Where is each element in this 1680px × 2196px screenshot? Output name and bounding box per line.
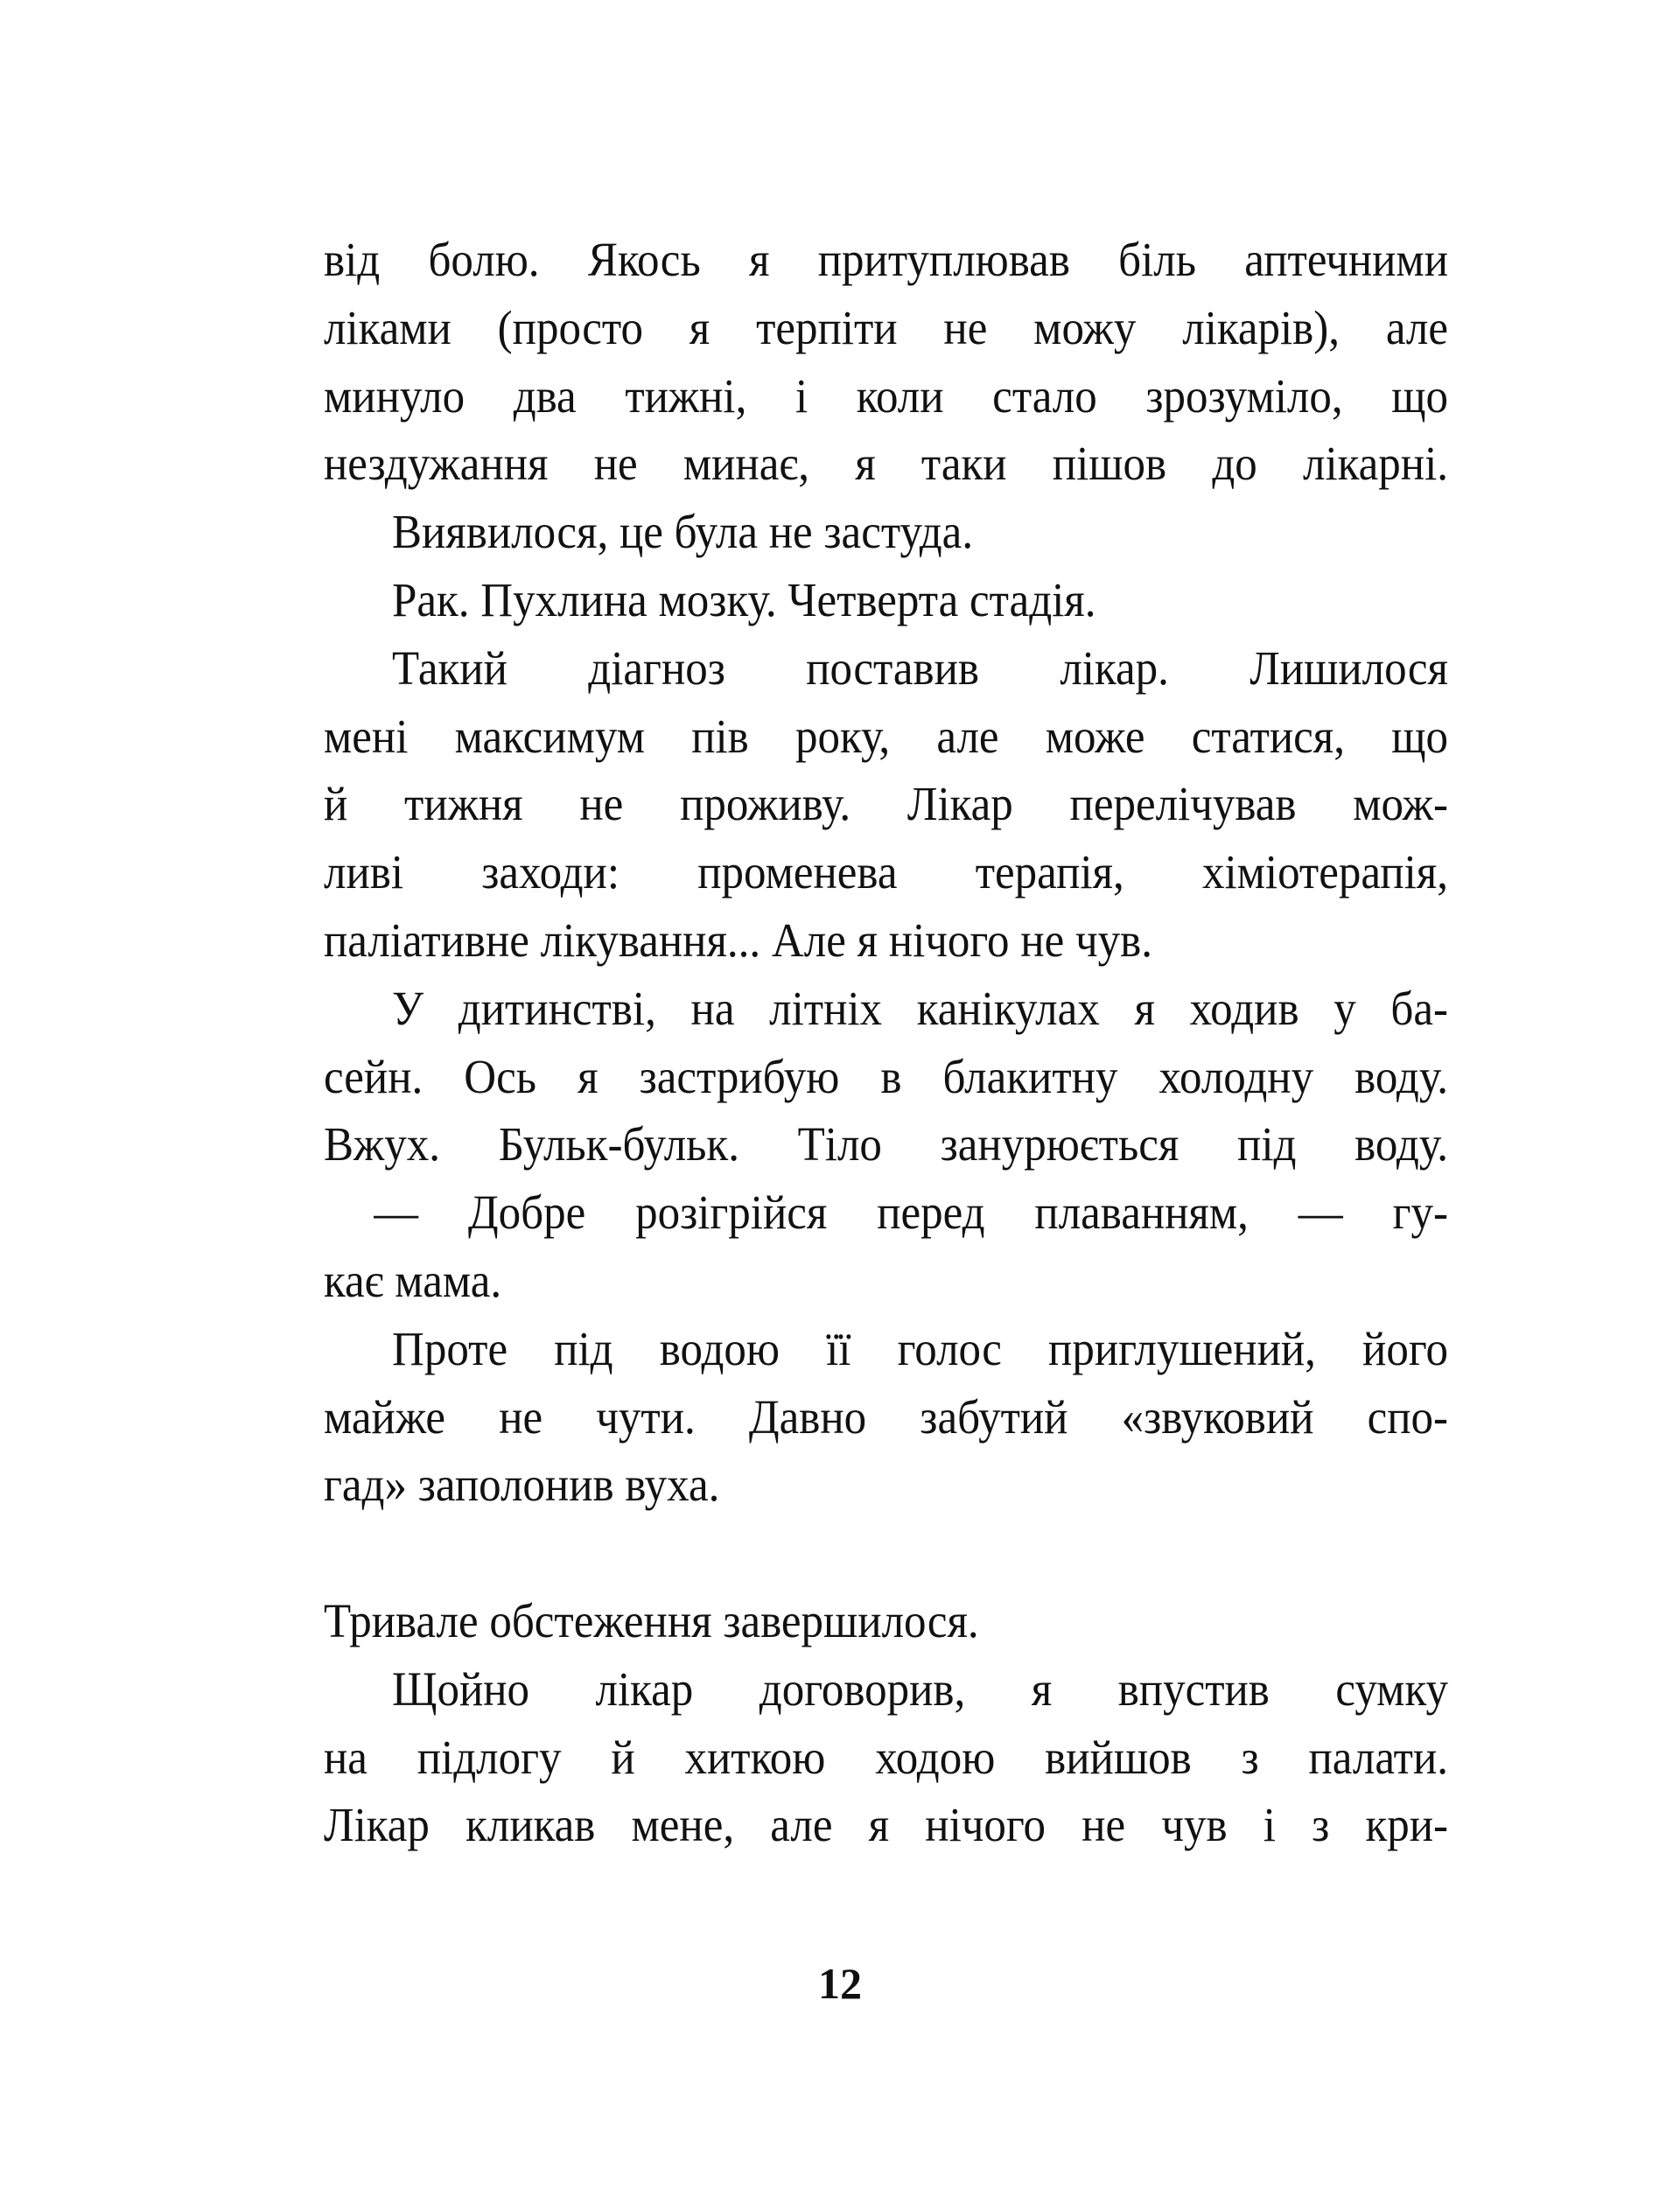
text-line: Проте під водою її голос приглушений, його	[392, 1323, 1448, 1376]
text-line: Рак. Пухлина мозку. Четверта стадія.	[392, 574, 1096, 628]
text-line: Такий діагноз поставив лікар. Лишилося	[392, 642, 1448, 696]
text-line: Вжух. Бульк-бульк. Тіло занурюється під воду.	[324, 1119, 1448, 1172]
text-line: нездужання не минає, я таки пішов до лікарні.	[324, 438, 1448, 492]
text-line: Виявилося, це була не застуда.	[392, 506, 974, 560]
text-line: У дитинстві, на літніх канікулах я ходив у ба-	[392, 983, 1448, 1036]
text-line: на підлогу й хиткою ходою вийшов з палати.	[324, 1731, 1448, 1785]
text-line: Тривале обстеження завершилося.	[324, 1595, 979, 1649]
text-line: мені максимум пів року, але може статися, що	[324, 710, 1448, 764]
text-line: ливі заходи: променева терапія, хіміотерапія,	[324, 846, 1448, 900]
text-line: й тижня не проживу. Лікар перелічував мож-	[324, 779, 1448, 832]
text-line: Щойно лікар договорив, я впустив сумку	[392, 1663, 1448, 1717]
text-line: Лікар кликав мене, але я нічого не чув і з кри-	[324, 1800, 1448, 1853]
text-line: паліативне лікування... Але я нічого не чув.	[324, 914, 1152, 969]
text-line: від болю. Якось я притуплював біль аптечними	[324, 234, 1448, 288]
blank-line	[324, 1517, 1448, 1591]
text-line: кає мама.	[324, 1255, 502, 1309]
text-line: гад» заполонив вуха.	[324, 1459, 720, 1513]
text-line: ліками (просто я терпіти не можу лікарів), але	[324, 302, 1448, 355]
text-line: сейн. Ось я застрибую в блакитну холодну воду.	[324, 1051, 1448, 1104]
text-line: — Добре розігрійся перед плаванням, — гу-	[374, 1186, 1448, 1241]
text-line: минуло два тижні, і коли стало зрозуміло, що	[324, 370, 1448, 423]
page-number: 12	[818, 1959, 862, 2008]
text-line: майже не чути. Давно забутий «звуковий спо-	[324, 1391, 1448, 1444]
